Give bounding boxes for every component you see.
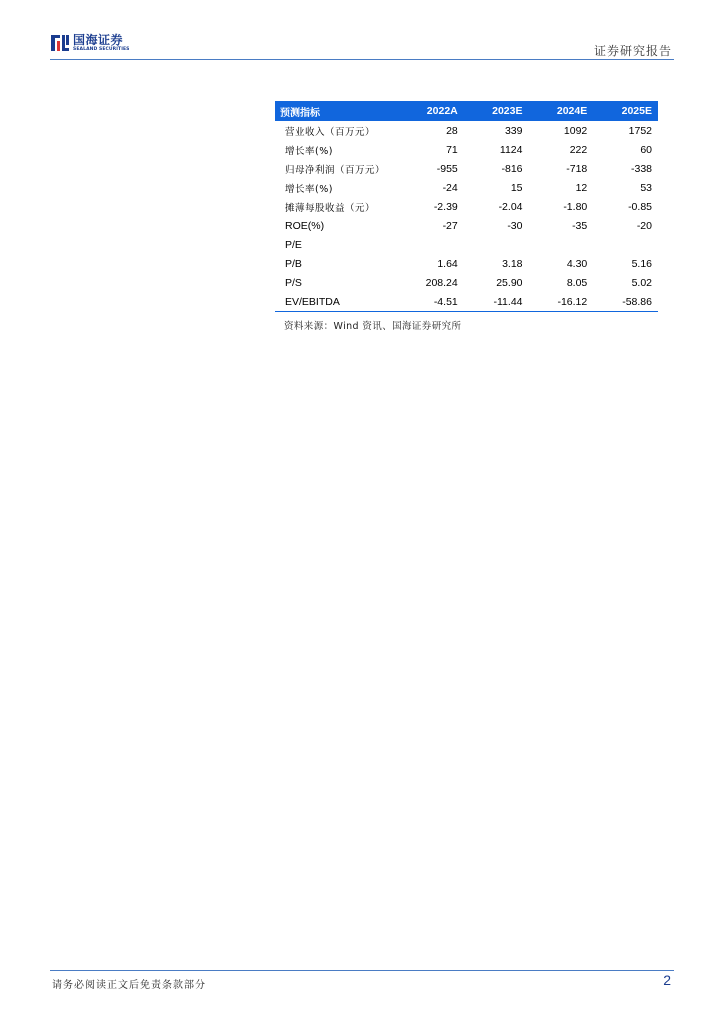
table-row	[275, 235, 658, 254]
row-value: 28	[446, 124, 458, 137]
row-value: 5.02	[631, 276, 652, 289]
row-label: P/S	[285, 276, 302, 289]
row-value: 53	[640, 181, 652, 194]
row-value: 1124	[499, 143, 523, 156]
row-value: 208.24	[425, 276, 458, 289]
row-value: -58.86	[593, 292, 658, 312]
table-row	[275, 121, 658, 140]
row-value: -338	[630, 162, 652, 175]
logo-chinese-text: 国海证券	[73, 32, 124, 47]
row-value: 3.18	[502, 257, 523, 270]
row-value: -718	[566, 162, 588, 175]
table-row	[275, 254, 658, 273]
header-cell-2023e: 2023E	[464, 101, 529, 121]
logo-english-text: SEALAND SECURITIES	[73, 46, 130, 52]
header-cell-metric: 预测指标	[275, 101, 399, 121]
row-value: -35	[572, 219, 588, 232]
table-row	[275, 273, 658, 292]
row-value: 12	[575, 181, 588, 194]
row-value: 1092	[563, 124, 588, 137]
table-row	[275, 140, 658, 159]
row-label: ROE(%)	[285, 219, 325, 232]
company-logo	[50, 32, 130, 54]
forecast-table	[275, 101, 658, 312]
row-value: -4.51	[399, 292, 464, 312]
header-divider	[50, 59, 674, 60]
header-cell-2025e: 2025E	[593, 101, 658, 121]
table-row	[275, 178, 658, 197]
row-value: -16.12	[529, 292, 594, 312]
row-label: 营业收入（百万元）	[285, 126, 376, 138]
page-number: 2	[663, 972, 671, 988]
table-row	[275, 216, 658, 235]
disclaimer-note: 请务必阅读正文后免责条款部分	[52, 980, 206, 991]
row-value: 71	[446, 143, 458, 156]
row-value: -24	[442, 181, 458, 194]
row-value: -2.04	[498, 200, 523, 213]
row-label: EV/EBITDA	[275, 292, 399, 312]
report-type-label: 证券研究报告	[593, 44, 672, 58]
row-value: 4.30	[566, 257, 588, 270]
table-row	[275, 159, 658, 178]
row-value: -27	[442, 219, 458, 232]
row-value: -0.85	[628, 200, 652, 213]
row-value	[593, 235, 658, 254]
row-value: 15	[510, 181, 523, 194]
table-source-note: 资料来源：Wind 资讯、国海证券研究所	[284, 321, 462, 332]
row-value: -955	[436, 162, 458, 175]
row-label: P/E	[285, 238, 302, 251]
row-value	[529, 235, 594, 254]
row-value: 8.05	[566, 276, 588, 289]
row-value: 25.90	[496, 276, 523, 289]
row-value: 1752	[628, 124, 652, 137]
row-value: -1.80	[563, 200, 588, 213]
row-label: P/B	[285, 257, 302, 270]
row-value: -20	[636, 219, 652, 232]
row-label: 归母净利润（百万元）	[285, 164, 386, 176]
sealand-logo-icon	[50, 33, 70, 53]
row-value: -816	[501, 162, 523, 175]
row-value: 1.64	[437, 257, 458, 270]
row-value: 339	[504, 124, 523, 137]
row-value: 5.16	[631, 257, 652, 270]
row-value: 222	[569, 143, 588, 156]
row-value	[464, 235, 529, 254]
forecast-table-container	[275, 101, 658, 312]
header-cell-2024e: 2024E	[529, 101, 594, 121]
header-cell-2022a: 2022A	[399, 101, 464, 121]
table-header-row	[275, 101, 658, 121]
table-row	[275, 197, 658, 216]
row-label: 增长率(%)	[285, 145, 333, 157]
row-value: 60	[640, 143, 652, 156]
table-row	[275, 292, 658, 312]
row-label: 增长率(%)	[285, 183, 333, 195]
row-value: -11.44	[464, 292, 529, 312]
row-value	[399, 235, 464, 254]
footer-divider	[50, 970, 674, 971]
row-value: -30	[507, 219, 523, 232]
row-label: 摊薄每股收益（元）	[285, 202, 376, 214]
row-value: -2.39	[433, 200, 458, 213]
